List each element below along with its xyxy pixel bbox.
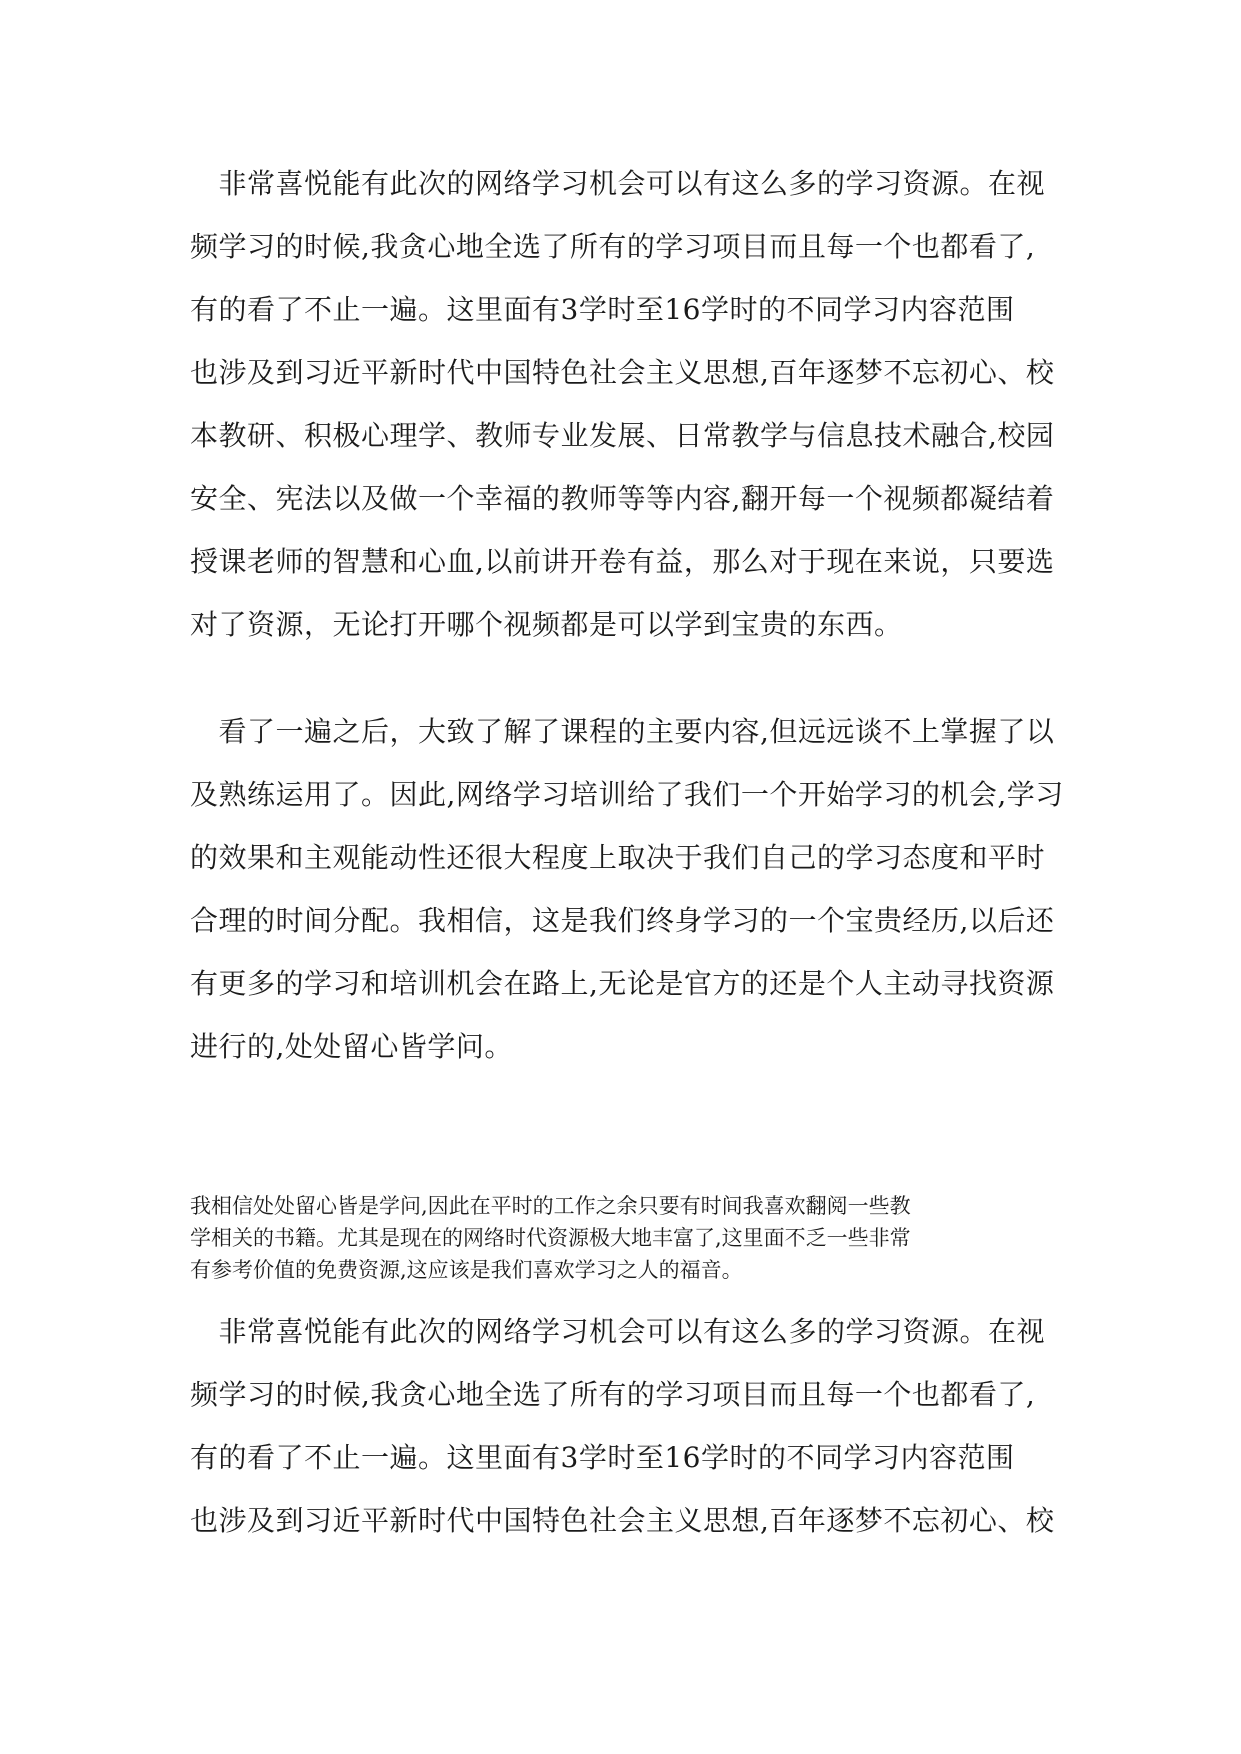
paragraph-2	[190, 700, 1090, 1078]
text-line: 也涉及到习近平新时代中国特色社会主义思想,百年逐梦不忘初心、校	[190, 1504, 1055, 1537]
text-line: 非常喜悦能有此次的网络学习机会可以有这么多的学习资源。在视	[190, 167, 1046, 200]
text-line: 对了资源，无论打开哪个视频都是可以学到宝贵的东西。	[190, 608, 903, 641]
text-line: 频学习的时候,我贪心地全选了所有的学习项目而且每一个也都看了,	[190, 1378, 1036, 1411]
text-line: 及熟练运用了。因此,网络学习培训给了我们一个开始学习的机会,学习	[190, 778, 1064, 811]
text-line: 看了一遍之后，大致了解了课程的主要内容,但远远谈不上掌握了以	[190, 715, 1055, 748]
text-line: 有的看了不止一遍。这里面有3学时至16学时的不同学习内容范围	[190, 1441, 1015, 1474]
text-line: 有更多的学习和培训机会在路上,无论是官方的还是个人主动寻找资源	[190, 967, 1055, 1000]
text-line: 有参考价值的免费资源,这应该是我们喜欢学习之人的福音。	[190, 1258, 743, 1282]
text-line: 的效果和主观能动性还很大程度上取决于我们自己的学习态度和平时	[190, 841, 1046, 874]
text-line: 安全、宪法以及做一个幸福的教师等等内容,翻开每一个视频都凝结着	[190, 482, 1055, 515]
text-line: 合理的时间分配。我相信，这是我们终身学习的一个宝贵经历,以后还	[190, 904, 1055, 937]
paragraph-3	[190, 1190, 1070, 1286]
text-line: 学相关的书籍。尤其是现在的网络时代资源极大地丰富了,这里面不乏一些非常	[190, 1226, 911, 1250]
paragraph-1	[190, 152, 1090, 656]
paragraph-4	[190, 1300, 1090, 1552]
text-line: 本教研、积极心理学、教师专业发展、日常教学与信息技术融合,校园	[190, 419, 1055, 452]
text-line: 进行的,处处留心皆学问。	[190, 1030, 513, 1063]
text-line: 我相信处处留心皆是学问,因此在平时的工作之余只要有时间我喜欢翻阅一些教	[190, 1194, 911, 1218]
text-line: 也涉及到习近平新时代中国特色社会主义思想,百年逐梦不忘初心、校	[190, 356, 1055, 389]
text-line: 频学习的时候,我贪心地全选了所有的学习项目而且每一个也都看了,	[190, 230, 1036, 263]
text-line: 非常喜悦能有此次的网络学习机会可以有这么多的学习资源。在视	[190, 1315, 1046, 1348]
text-line: 授课老师的智慧和心血,以前讲开卷有益，那么对于现在来说，只要选	[190, 545, 1055, 578]
text-line: 有的看了不止一遍。这里面有3学时至16学时的不同学习内容范围	[190, 293, 1015, 326]
